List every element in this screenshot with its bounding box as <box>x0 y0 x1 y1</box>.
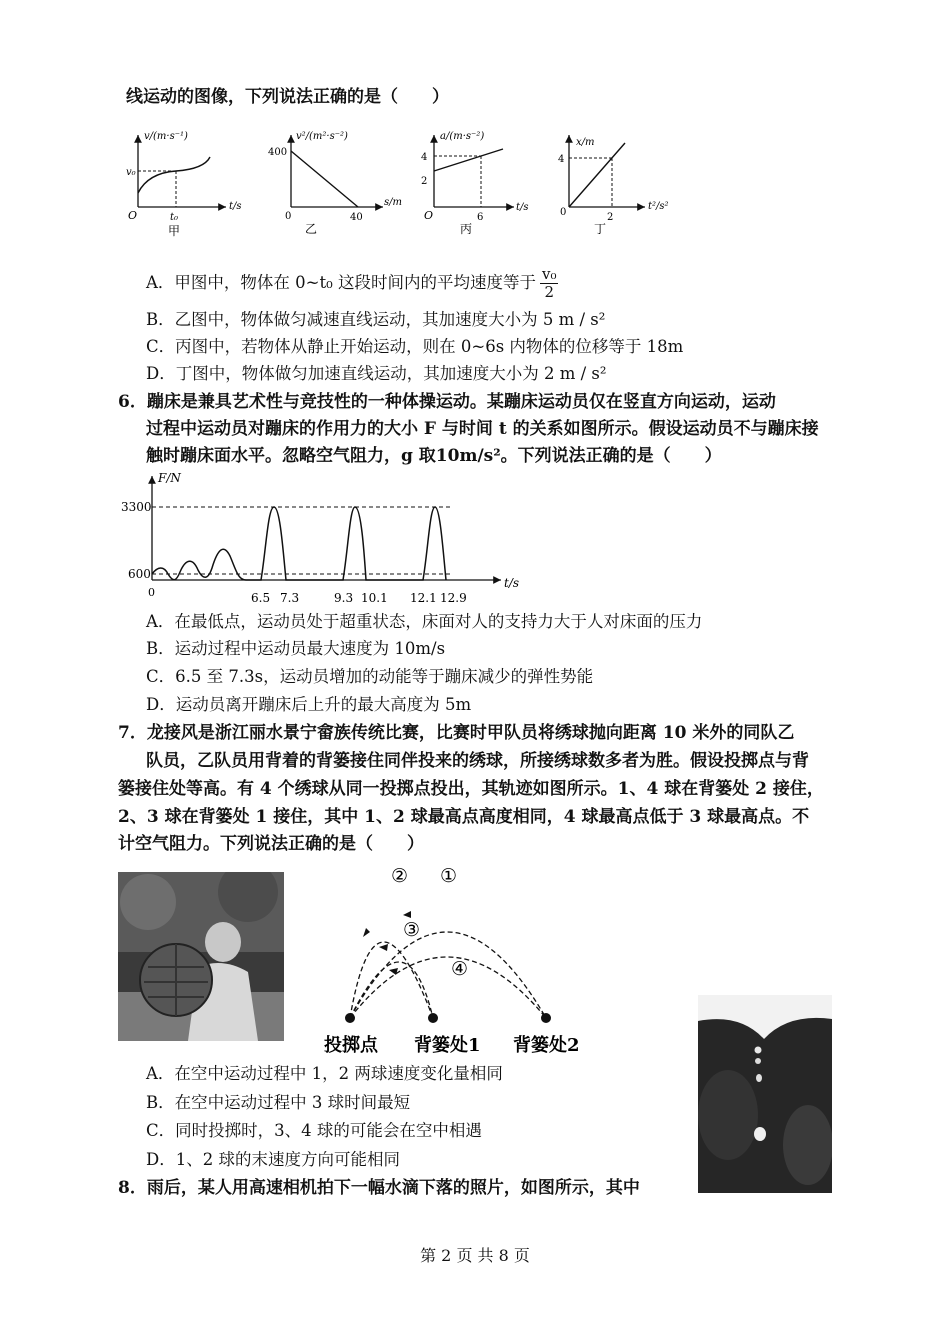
q8-line-1: 8．雨后，某人用高速相机拍下一幅水滴下落的照片，如图所示，其中 <box>118 1178 640 1198</box>
graph-ding-caption: 丁 <box>594 222 607 236</box>
q5-option-a-frac-den: 2 <box>544 283 554 301</box>
graph-jia-xtick: t₀ <box>170 212 179 223</box>
graph-jia-xlabel: t/s <box>229 201 242 212</box>
q7-option-d: D．1、2 球的末速度方向可能相同 <box>146 1150 400 1169</box>
graph-yi-line <box>291 151 358 207</box>
graph-ding <box>558 135 669 236</box>
q6-chart-ylabel: F/N <box>158 471 181 485</box>
graph-yi-xtick: 40 <box>350 212 363 223</box>
q7-line-5: 计空气阻力。下列说法正确的是（ ） <box>118 834 424 854</box>
q5-stem: 线运动的图像，下列说法正确的是（ ） <box>126 87 449 107</box>
graph-jia-caption: 甲 <box>168 224 181 238</box>
q7-line-4: 2、3 球在背篓处 1 接住，其中 1、2 球最高点高度相同，4 球最高点低于 3 球最高点。不 <box>118 807 810 827</box>
q6-origin: 0 <box>148 586 155 599</box>
graph-yi-ylabel: v²/(m²·s⁻²) <box>296 131 348 142</box>
ball-label-1: ① <box>440 865 458 887</box>
graph-ding-origin: 0 <box>560 207 567 218</box>
q6-xtick-6.5: 6.5 <box>251 591 271 605</box>
graph-bing-xtick: 6 <box>477 212 484 223</box>
graph-ding-xlabel: t²/s² <box>648 201 669 212</box>
graph-ding-ylabel: x/m <box>576 137 595 148</box>
q6-xtick-12.9: 12.9 <box>440 591 467 605</box>
graph-ding-ytick: 4 <box>558 154 565 165</box>
q7-option-b: B．在空中运动过程中 3 球时间最短 <box>146 1093 411 1112</box>
ball-label-2: ② <box>391 865 409 887</box>
q7-trajectory-diagram <box>316 856 606 1062</box>
graph-jia-origin: O <box>128 209 138 222</box>
graph-bing-xlabel: t/s <box>516 202 529 213</box>
ball-label-4: ④ <box>451 958 469 980</box>
q6-force-curve <box>152 507 446 580</box>
q6-option-d: D．运动员离开蹦床后上升的最大高度为 5m <box>146 695 472 714</box>
q5-option-d: D．丁图中，物体做匀加速直线运动，其加速度大小为 2 m / s² <box>146 364 607 383</box>
q6-line-1: 6．蹦床是兼具艺术性与竞技性的一种体操运动。某蹦床运动员仅在竖直方向运动，运动 <box>118 392 776 412</box>
q5-graphs <box>118 125 698 240</box>
q7-line-3: 篓接住处等高。有 4 个绣球从同一投掷点投出，其轨迹如图所示。1、4 球在背篓处 2 接住， <box>118 779 824 799</box>
q6-xtick-10.1: 10.1 <box>361 591 388 605</box>
q7-line-1: 7．龙接风是浙江丽水景宁畲族传统比赛，比赛时甲队员将绣球抛向距离 10 米外的同队乙 <box>118 723 795 743</box>
q5-option-c: C．丙图中，若物体从静止开始运动，则在 0~6s 内物体的位移等于 18m <box>146 337 684 356</box>
graph-yi-caption: 乙 <box>305 222 318 236</box>
graph-bing-ylabel: a/(m·s⁻²) <box>440 131 485 142</box>
q5-option-a <box>146 266 558 301</box>
q6-force-chart <box>118 470 528 608</box>
q6-xtick-9.3: 9.3 <box>334 591 354 605</box>
graph-yi-ytick: 400 <box>268 147 288 158</box>
graph-bing-line <box>434 149 503 171</box>
q7-option-a: A．在空中运动过程中 1，2 两球速度变化量相同 <box>146 1064 503 1083</box>
q7-line-2: 队员，乙队员用背着的背篓接住同伴投来的绣球，所接绣球数多者为胜。假设投掷点与背 <box>146 751 809 771</box>
throw-point <box>345 1013 355 1023</box>
q6-xtick-7.3: 7.3 <box>280 591 300 605</box>
graph-yi-xlabel: s/m <box>384 197 402 208</box>
graph-bing-origin: O <box>424 209 434 222</box>
basket-1 <box>428 1013 438 1023</box>
trajectory-4 <box>350 957 546 1018</box>
graph-bing-ytick-2: 2 <box>421 176 428 187</box>
page-footer: 第 2 页 共 8 页 <box>420 1246 530 1265</box>
q6-ytick-600: 600 <box>128 567 151 581</box>
graph-bing-caption: 丙 <box>460 222 473 236</box>
q7-option-c: C．同时投掷时，3、4 球的可能会在空中相遇 <box>146 1121 482 1140</box>
graph-jia-ylabel: v/(m·s⁻¹) <box>144 131 188 142</box>
q5-option-a-frac-num: v₀ <box>541 265 557 283</box>
graph-bing <box>421 131 529 236</box>
graph-jia-curve <box>138 157 210 193</box>
basket-2 <box>541 1013 551 1023</box>
q8-water-drop-photo <box>698 995 832 1193</box>
trajectory-1 <box>350 932 546 1018</box>
graph-yi-origin: 0 <box>285 211 292 222</box>
ball-label-3: ③ <box>403 919 421 941</box>
q6-chart-xlabel: t/s <box>504 576 520 590</box>
q5-option-b: B．乙图中，物体做匀减速直线运动，其加速度大小为 5 m / s² <box>146 310 606 329</box>
label-basket-2: 背篓处2 <box>513 1035 580 1056</box>
q7-athlete-photo <box>118 872 284 1041</box>
q6-option-b: B．运动过程中运动员最大速度为 10m/s <box>146 639 446 658</box>
label-basket-1: 背篓处1 <box>414 1035 481 1056</box>
q8-water-drop-art <box>698 995 832 1193</box>
q5-option-a-fraction <box>540 266 559 301</box>
q6-option-c: C．6.5 至 7.3s，运动员增加的动能等于蹦床减少的弹性势能 <box>146 667 594 686</box>
q6-line-3: 触时蹦床面水平。忽略空气阻力，g 取10m/s²。下列说法正确的是（ ） <box>146 446 722 466</box>
graph-yi <box>268 131 402 236</box>
graph-ding-line <box>569 143 625 207</box>
q6-option-a: A．在最低点，运动员处于超重状态，床面对人的支持力大于人对床面的压力 <box>146 612 703 631</box>
q6-ytick-3300: 3300 <box>121 500 152 514</box>
graph-bing-ytick-4: 4 <box>421 152 428 163</box>
q7-athlete-photo-art <box>118 872 284 1041</box>
q6-line-2: 过程中运动员对蹦床的作用力的大小 F 与时间 t 的关系如图所示。假设运动员不与蹦床接 <box>146 419 819 439</box>
q5-option-a-text: A．甲图中，物体在 0~t₀ 这段时间内的平均速度等于 <box>146 273 536 292</box>
graph-ding-xtick: 2 <box>607 212 614 223</box>
q6-xtick-12.1: 12.1 <box>410 591 437 605</box>
label-throw-point: 投掷点 <box>324 1035 378 1056</box>
graph-jia-ytick: v₀ <box>126 167 136 178</box>
graph-jia <box>126 131 242 238</box>
